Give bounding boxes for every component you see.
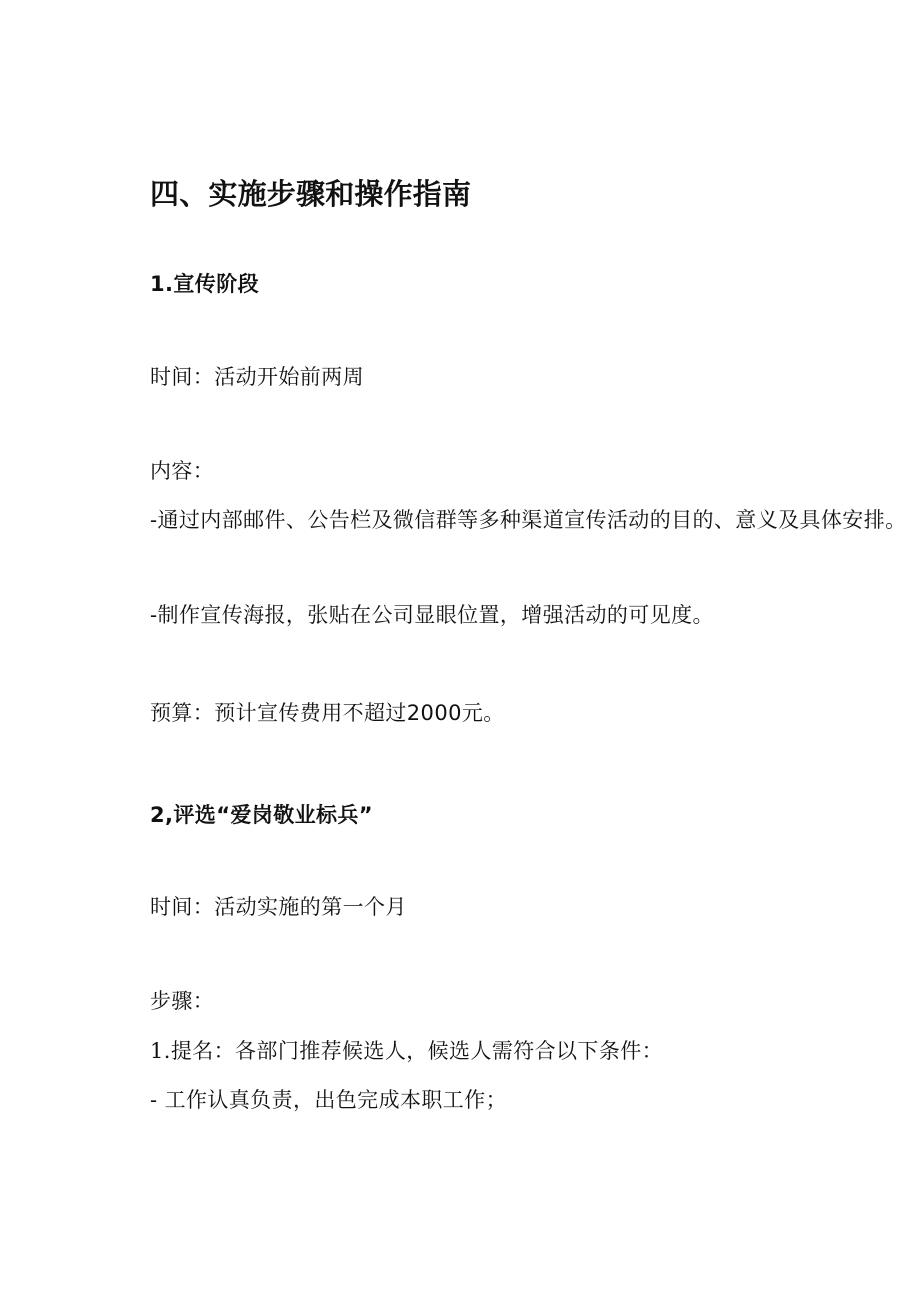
section-1-time: 时间：活动开始前两周 [150, 365, 364, 389]
section-1-bullet-2: -制作宣传海报，张贴在公司显眼位置，增强活动的可见度。 [150, 603, 714, 627]
section-2-title: 2,评选“爱岗敬业标兵” [150, 803, 373, 827]
section-2-condition-1: - 工作认真负责，出色完成本职工作； [150, 1088, 507, 1112]
section-1-budget: 预算：预计宣传费用不超过2000元。 [150, 701, 505, 725]
section-2-step-1: 1.提名：各部门推荐候选人，候选人需符合以下条件： [150, 1039, 664, 1063]
section-1-content-label: 内容： [150, 459, 215, 483]
page-title: 四、实施步骤和操作指南 [150, 177, 472, 211]
section-1-bullet-1: -通过内部邮件、公告栏及微信群等多种渠道宣传活动的目的、意义及具体安排。 [150, 508, 907, 532]
section-1-title: 1.宣传阶段 [150, 272, 259, 296]
section-2-steps-label: 步骤： [150, 989, 215, 1013]
section-2-time: 时间：活动实施的第一个月 [150, 895, 407, 919]
